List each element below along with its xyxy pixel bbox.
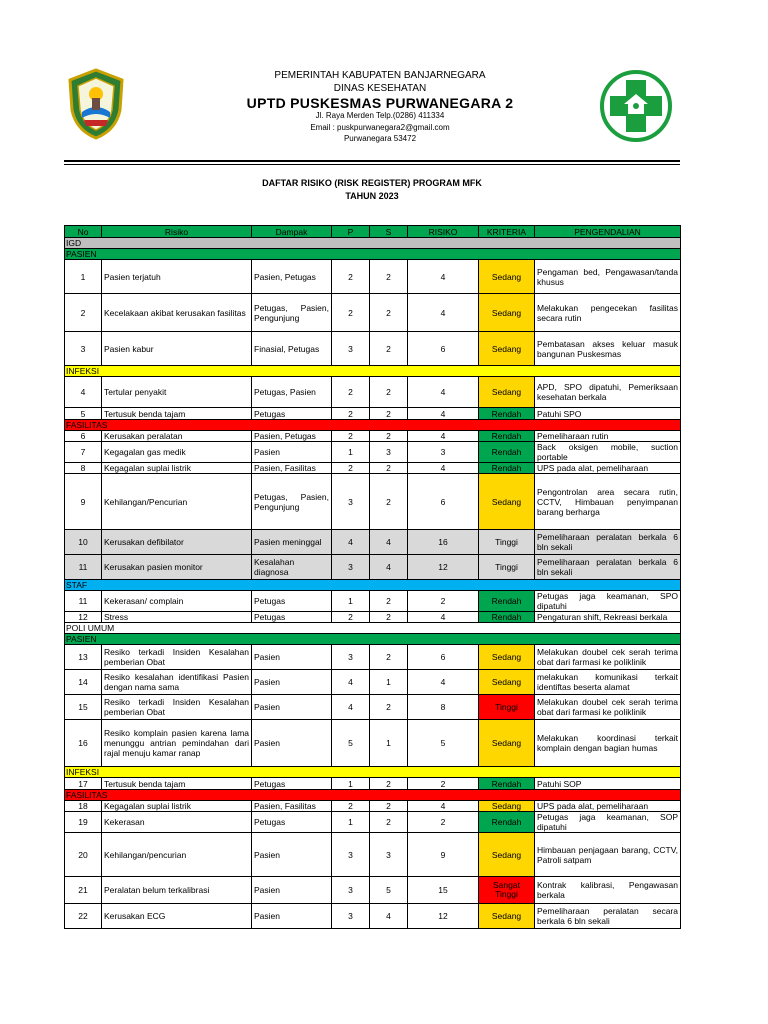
cell-risiko-score: 4 [408,408,479,420]
cell-risiko: Peralatan belum terkalibrasi [102,877,252,904]
cell-risiko: Kerusakan peralatan [102,431,252,442]
table-row [65,612,681,623]
cell-dampak: Petugas [252,612,332,623]
cell-kriteria: Sedang [479,260,535,294]
cell-dampak: Finasial, Petugas [252,332,332,366]
table-row [65,812,681,833]
cell-pengendalian: Patuhi SPO [535,408,681,420]
cell-dampak: Petugas [252,591,332,612]
table-row [65,778,681,790]
cell-no: 21 [65,877,102,904]
cell-p: 2 [332,612,370,623]
section-label: IGD [65,238,681,249]
cell-p: 2 [332,801,370,812]
section-label: INFEKSI [65,366,681,377]
table-row [65,591,681,612]
header-department: DINAS KESEHATAN [333,83,427,94]
cell-no: 4 [65,377,102,408]
cell-p: 4 [332,695,370,720]
cell-s: 2 [370,645,408,670]
cell-dampak: Pasien [252,833,332,877]
column-header: P [332,226,370,238]
cell-pengendalian: Pemeliharaan peralatan berkala 6 bln sekali [535,555,681,580]
column-header: S [370,226,408,238]
cell-risiko: Kegagalan suplai listrik [102,463,252,474]
cell-kriteria: Rendah [479,612,535,623]
cell-pengendalian: Pengontrolan area secara rutin, CCTV, Himbauan penyimpanan barang berharga [535,474,681,530]
cell-p: 3 [332,645,370,670]
cell-kriteria: Tinggi [479,695,535,720]
section-row [65,634,681,645]
cell-risiko-score: 4 [408,801,479,812]
header-city: Purwanegara 53472 [343,134,417,143]
cell-s: 2 [370,377,408,408]
cell-no: 22 [65,904,102,929]
cell-p: 1 [332,591,370,612]
cell-pengendalian: Pembatasan akses keluar masuk bangunan Puskesmas [535,332,681,366]
cell-dampak: Pasien meninggal [252,530,332,555]
cell-s: 2 [370,778,408,790]
cell-p: 3 [332,555,370,580]
cell-p: 1 [332,442,370,463]
cell-p: 3 [332,474,370,530]
cell-no: 13 [65,645,102,670]
cell-risiko: Tertusuk benda tajam [102,778,252,790]
cell-s: 2 [370,260,408,294]
cell-dampak: Pasien [252,720,332,767]
puskesmas-logo [594,68,678,144]
section-row [65,238,681,249]
section-label: PASIEN [65,634,681,645]
cell-no: 18 [65,801,102,812]
section-label: PASIEN [65,249,681,260]
cell-p: 3 [332,332,370,366]
column-header: Dampak [252,226,332,238]
cell-no: 9 [65,474,102,530]
cell-s: 2 [370,408,408,420]
cell-kriteria: Sedang [479,904,535,929]
table-row [65,720,681,767]
section-label: INFEKSI [65,767,681,778]
cell-risiko: Pasien terjatuh [102,260,252,294]
cell-dampak: Pasien [252,904,332,929]
header-institution: UPTD PUSKESMAS PURWANEGARA 2 [246,95,514,111]
table-row [65,530,681,555]
cell-p: 3 [332,877,370,904]
cell-dampak: Pasien, Fasilitas [252,463,332,474]
cell-no: 19 [65,812,102,833]
cell-p: 4 [332,670,370,695]
cell-risiko: Stress [102,612,252,623]
cell-risiko-score: 16 [408,530,479,555]
cell-kriteria: Sedang [479,474,535,530]
cell-p: 2 [332,260,370,294]
cell-pengendalian: Back oksigen mobile, suction portable [535,442,681,463]
table-row [65,408,681,420]
cell-kriteria: Tinggi [479,530,535,555]
cell-risiko: Kegagalan gas medik [102,442,252,463]
cell-p: 2 [332,431,370,442]
cell-s: 3 [370,833,408,877]
cell-dampak: Petugas, Pasien [252,377,332,408]
column-header: No [65,226,102,238]
cell-s: 2 [370,591,408,612]
cell-no: 7 [65,442,102,463]
cell-no: 3 [65,332,102,366]
cell-no: 12 [65,612,102,623]
cell-risiko-score: 12 [408,555,479,580]
cell-kriteria: Tinggi [479,555,535,580]
cell-no: 17 [65,778,102,790]
cell-no: 1 [65,260,102,294]
document-title: DAFTAR RISIKO (RISK REGISTER) PROGRAM MFK [262,178,482,188]
column-header: RISIKO [408,226,479,238]
cell-pengendalian: Petugas jaga keamanan, SOP dipatuhi [535,812,681,833]
table-row [65,904,681,929]
cell-s: 4 [370,555,408,580]
cell-kriteria: Sedang [479,670,535,695]
table-row [65,555,681,580]
cell-kriteria: Sedang [479,332,535,366]
cell-kriteria: Rendah [479,463,535,474]
cell-risiko: Kerusakan pasien monitor [102,555,252,580]
cell-risiko-score: 8 [408,695,479,720]
table-row [65,474,681,530]
header-rule-thick [64,160,680,162]
cell-kriteria: Rendah [479,591,535,612]
cell-p: 2 [332,294,370,332]
cell-pengendalian: Patuhi SOP [535,778,681,790]
column-header: KRITERIA [479,226,535,238]
table-row [65,294,681,332]
cell-risiko: Kecelakaan akibat kerusakan fasilitas [102,294,252,332]
cell-dampak: Petugas [252,778,332,790]
cell-dampak: Petugas [252,408,332,420]
cell-no: 15 [65,695,102,720]
cell-risiko-score: 4 [408,463,479,474]
cell-risiko-score: 15 [408,877,479,904]
header-address: Jl. Raya Merden Telp.(0286) 411334 [315,111,445,120]
cell-risiko: Kerusakan ECG [102,904,252,929]
cell-risiko: Tertular penyakit [102,377,252,408]
cell-risiko-score: 5 [408,720,479,767]
section-label: FASILITAS [65,790,681,801]
cell-s: 5 [370,877,408,904]
cell-pengendalian: Kontrak kalibrasi, Pengawasan berkala [535,877,681,904]
cell-pengendalian: Pengaturan shift, Rekreasi berkala [535,612,681,623]
cell-pengendalian: Melakukan pengecekan fasilitas secara rutin [535,294,681,332]
cell-dampak: Pasien [252,645,332,670]
cell-s: 3 [370,442,408,463]
cell-s: 1 [370,670,408,695]
cell-dampak: Pasien [252,877,332,904]
cell-dampak: Pasien, Petugas [252,260,332,294]
cell-risiko: Resiko terkadi Insiden Kesalahan pemberian Obat [102,695,252,720]
risk-register-table [64,225,681,929]
cell-pengendalian: Pemeliharaan rutin [535,431,681,442]
cell-risiko-score: 2 [408,812,479,833]
cell-no: 16 [65,720,102,767]
cell-s: 4 [370,904,408,929]
cell-p: 1 [332,812,370,833]
column-header: Risiko [102,226,252,238]
cell-s: 4 [370,530,408,555]
cell-s: 2 [370,332,408,366]
cell-dampak: Pasien, Petugas [252,431,332,442]
cell-p: 4 [332,530,370,555]
cell-risiko: Tertusuk benda tajam [102,408,252,420]
cell-s: 2 [370,294,408,332]
cell-pengendalian: APD, SPO dipatuhi, Pemeriksaan kesehatan berkala [535,377,681,408]
cell-risiko-score: 6 [408,645,479,670]
document-year: TAHUN 2023 [345,191,399,201]
section-row [65,623,681,634]
cell-pengendalian: Pengaman bed, Pengawasan/tanda khusus [535,260,681,294]
section-row [65,790,681,801]
cell-s: 2 [370,612,408,623]
cell-dampak: Petugas, Pasien, Pengunjung [252,294,332,332]
table-row [65,442,681,463]
cell-s: 2 [370,431,408,442]
cell-dampak: Petugas [252,812,332,833]
table-row [65,260,681,294]
cell-risiko: Kekerasan/ complain [102,591,252,612]
cell-no: 11 [65,555,102,580]
cell-risiko-score: 4 [408,294,479,332]
cell-kriteria: Sedang [479,833,535,877]
cell-risiko: Pasien kabur [102,332,252,366]
table-row [65,877,681,904]
section-label: STAF [65,580,681,591]
header-rule-thin [64,164,680,165]
cell-kriteria: Rendah [479,778,535,790]
header-email: Email : puskpurwanegara2@gmail.com [310,123,450,132]
table-row [65,833,681,877]
cell-p: 3 [332,904,370,929]
cell-dampak: Petugas, Pasien, Pengunjung [252,474,332,530]
cell-pengendalian: Petugas jaga keamanan, SPO dipatuhi [535,591,681,612]
cell-kriteria: Sedang [479,377,535,408]
table-row [65,645,681,670]
cell-kriteria: Sedang [479,645,535,670]
cell-s: 2 [370,812,408,833]
cell-s: 2 [370,474,408,530]
section-row [65,580,681,591]
cell-pengendalian: melakukan komunikasi terkait identiftas beserta alamat [535,670,681,695]
cell-risiko: Resiko komplain pasien karena lama menunggu antrian pemindahan dari rajal menuju kamar ranap [102,720,252,767]
cell-no: 6 [65,431,102,442]
cell-p: 3 [332,833,370,877]
cell-risiko-score: 4 [408,260,479,294]
cell-risiko: Kerusakan defibilator [102,530,252,555]
cell-p: 2 [332,377,370,408]
cell-risiko-score: 12 [408,904,479,929]
cell-dampak: Pasien [252,442,332,463]
cell-kriteria: Rendah [479,431,535,442]
cell-dampak: Pasien [252,695,332,720]
cell-risiko-score: 4 [408,670,479,695]
cell-risiko-score: 4 [408,612,479,623]
cell-pengendalian: Himbauan penjagaan barang, CCTV, Patroli satpam [535,833,681,877]
cell-risiko: Kegagalan suplai listrik [102,801,252,812]
cell-kriteria: Sedang [479,720,535,767]
table-row [65,670,681,695]
cell-risiko-score: 4 [408,377,479,408]
table-header-row [65,226,681,238]
cell-risiko-score: 9 [408,833,479,877]
cell-dampak: Pasien [252,670,332,695]
cell-kriteria: Rendah [479,408,535,420]
cell-pengendalian: Melakukan doubel cek serah terima obat dari farmasi ke poliklinik [535,645,681,670]
section-label: POLI UMUM [65,623,681,634]
cell-no: 2 [65,294,102,332]
cell-s: 1 [370,720,408,767]
cell-pengendalian: UPS pada alat, pemeliharaan [535,801,681,812]
cell-risiko-score: 6 [408,332,479,366]
cell-no: 5 [65,408,102,420]
cell-kriteria: Rendah [479,812,535,833]
cell-s: 2 [370,695,408,720]
cell-dampak: Kesalahan diagnosa [252,555,332,580]
cell-s: 2 [370,801,408,812]
cell-risiko-score: 3 [408,442,479,463]
section-row [65,366,681,377]
cell-pengendalian: Pemeliharaan peralatan secara berkala 6 bln sekali [535,904,681,929]
cell-kriteria: Sedang [479,294,535,332]
cell-dampak: Pasien, Fasilitas [252,801,332,812]
table-row [65,695,681,720]
cell-risiko: Kehilangan/pencurian [102,833,252,877]
cell-s: 2 [370,463,408,474]
cell-pengendalian: Pemeliharaan peralatan berkala 6 bln sekali [535,530,681,555]
cell-no: 11 [65,591,102,612]
cell-no: 8 [65,463,102,474]
cell-risiko: Resiko kesalahan identifikasi Pasien dengan nama sama [102,670,252,695]
cell-pengendalian: Melakukan doubel cek serah terima obat dari farmasi ke poliklinik [535,695,681,720]
cell-kriteria: Rendah [479,442,535,463]
cell-p: 1 [332,778,370,790]
cell-risiko-score: 6 [408,474,479,530]
cell-p: 2 [332,463,370,474]
section-row [65,767,681,778]
cell-p: 5 [332,720,370,767]
cell-p: 2 [332,408,370,420]
cell-pengendalian: UPS pada alat, pemeliharaan [535,463,681,474]
cell-no: 10 [65,530,102,555]
cell-risiko: Kekerasan [102,812,252,833]
kabupaten-logo [64,68,128,140]
table-row [65,463,681,474]
cell-no: 14 [65,670,102,695]
cell-pengendalian: Melakukan koordinasi terkait komplain dengan bagian humas [535,720,681,767]
cell-no: 20 [65,833,102,877]
cell-kriteria: Sedang [479,801,535,812]
section-label: FASILITAS [65,420,681,431]
cell-risiko-score: 2 [408,591,479,612]
header-government: PEMERINTAH KABUPATEN BANJARNEGARA [274,70,486,81]
cell-risiko-score: 4 [408,431,479,442]
table-row [65,431,681,442]
cell-risiko-score: 2 [408,778,479,790]
section-row [65,420,681,431]
column-header: PENGENDALIAN [535,226,681,238]
section-row [65,249,681,260]
cell-risiko: Resiko terkadi Insiden Kesalahan pemberian Obat [102,645,252,670]
cell-kriteria: Sangat Tinggi [479,877,535,904]
cell-risiko: Kehilangan/Pencurian [102,474,252,530]
table-row [65,801,681,812]
table-row [65,332,681,366]
table-row [65,377,681,408]
